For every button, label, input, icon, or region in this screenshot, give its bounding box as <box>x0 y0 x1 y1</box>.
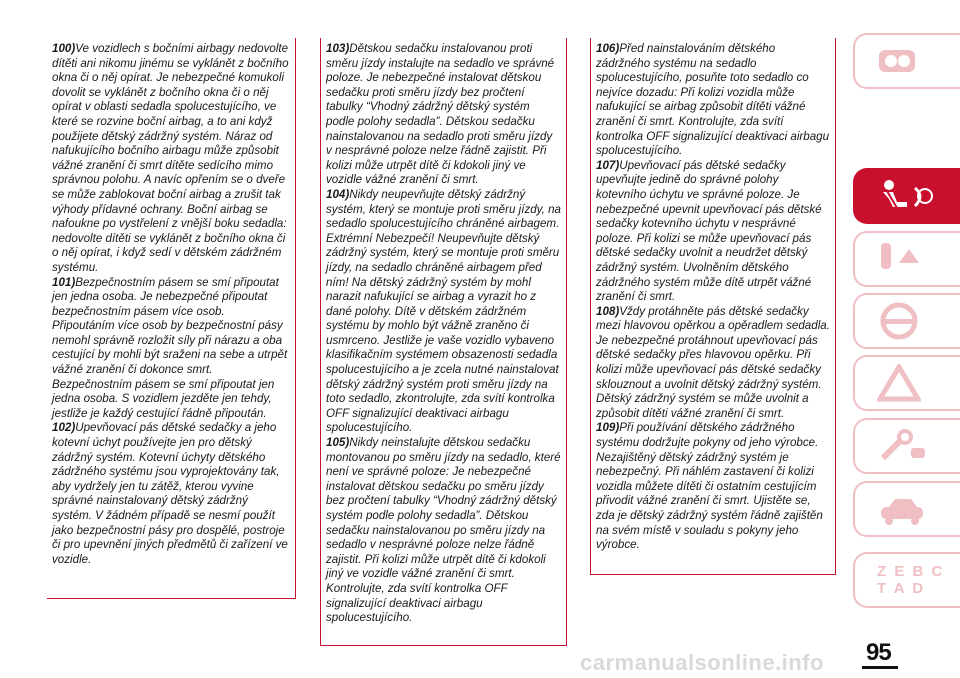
note-101: 101)Bezpečnostním pásem se smí připoutat jen jedna osoba. Je nebezpečné připoutat bezpečnostním pásem více osob. Připoutáním více osob by bezpečnostní pásy nemohl správně rozložit síly při nárazu a oba cestující by mohli být sraženi na sebe a utrpět vážné zranění či dokonce smrt. Bezpečnostním pásem se smí připoutat jen jedna osoba. S vozidlem jezděte jen tehdy, jestliže je každý cestující řádně připoután. <box>52 275 288 420</box>
note-100: 100)Ve vozidlech s bočními airbagy nedovolte dítěti ani nikomu jinému se vyklánět z bočního okna či o něj opírat. Je nebezpečné komukoli dovolit se vyklánět z bočního okna či o něj opírat v oblasti sedadla spolucestujícího, ve které se rozvine boční airbag, a to ani když použijete dětský zádržný systém. Náraz od nafukujícího bočního airbagu může způsobit vážné zranění či smrt dítěte sedícího mimo správnou polohu. A navíc opřením se o dveře se může zablokovat boční airbag a zrušit tak výhody přídavné ochrany. Boční airbag se nafoukne po vystřelení z vnější boku sedadla: nedovolte dítěti se vyklánět z bočního okna či o něj opírat, i když sedí v dětském zádržném systému. <box>52 42 289 274</box>
warning-column-1 <box>47 38 296 599</box>
tab-starting[interactable] <box>853 231 960 287</box>
note-106: 106)Před nainstalováním dětského zádržného systému na sedadlo spolucestujícího, posuňte toto sedadlo co nejvíce dozadu: Při kolizi vozidla může nafukující se airbag způsobit dítěti vážné zranění či smrt. Kontrolujte, zda svítí kontrolka OFF signalizující deaktivaci airbagu spolucestujícího. <box>596 42 830 158</box>
watermark: carmanualsonline.info <box>580 650 824 675</box>
specs-icon <box>877 491 927 527</box>
tab-emergency[interactable] <box>853 355 960 411</box>
seatbelt-airbag-icon <box>877 178 935 214</box>
note-105: 105)Nikdy neinstalujte dětskou sedačku montovanou po směru jízdy na sedadlo, které není ve správné poloze: Je nebezpečné instalovat dětskou sedačku po směru jízdy bez pročtení tabulky “Vhodný zádržný dětský systém podle polohy sedadla”. Dětskou sedačku nainstalovanou po směru jízdy na sedadlo v nesprávné poloze nelze řádně zajistit. Při kolizi může utrpět dítě či kdokoli jiný ve vozidle vážné zranění či smrt. Kontrolujte, zda svítí kontrolka OFF signalizující deaktivaci airbagu spolucestujícího. <box>326 436 561 625</box>
warning-column-2 <box>320 38 567 646</box>
note-107: 107)Upevňovací pás dětské sedačky upevňujte jedině do správné polohy kotevního úchytu ve správné poloze. Je nebezpečné upevnit upevňovací pás dětské sedačky kotevního úchytu v nesprávné poloze. Při kolizi se může upevňovací pás dětské sedačky uvolnit a neudržet dětský zádržný systém. Uvolněním dětského zádržného systém může dítě utrpět vážné zranění či smrt. <box>596 158 822 304</box>
tab-dashboard[interactable] <box>853 33 960 89</box>
page-number: 95 <box>866 639 891 666</box>
warning-triangle-icon <box>877 364 921 402</box>
index-letters: Z E B C T A D <box>877 563 945 597</box>
page-number-underline <box>862 666 898 669</box>
dashboard-icon <box>877 46 917 76</box>
tab-maintenance[interactable] <box>853 418 960 474</box>
tab-safety[interactable] <box>853 168 960 224</box>
note-103: 103)Dětskou sedačku instalovanou proti směru jízdy instalujte na sedadlo ve správné poloze. Je nebezpečné instalovat dětskou sedačku proti směru jízdy bez pročtení tabulky “Vhodný zádržný dětský systém podle polohy sedadla”. Dětskou sedačku nainstalovanou na sedadlo proti směru jízdy v nesprávné poloze nelze řádně zajistit. Při kolizi může utrpět dítě či kdokoli jiný ve vozidle vážné zranění či smrt. <box>326 42 555 187</box>
note-102: 102)Upevňovací pás dětské sedačky a jeho kotevní úchyt používejte jen pro dětský zádržný systém. Kotevní úchyty dětského zádržného systému jsou vyprojektovány tak, aby vydržely jen tu zátěž, kterou vyvine správné nainstalovaný dětský zádržný systém. V žádném případě se nesmí použít jako bezpečnostní pásy pro dospělé, postroje či pro upevnění jiných předmětů či zařízení ve vozidle. <box>52 421 288 566</box>
tab-specifications[interactable] <box>853 481 960 537</box>
warning-column-3 <box>590 38 836 575</box>
note-109: 109)Při používání dětského zádržného systému dodržujte pokyny od jeho výrobce. Nezajištěný dětský zádržný systém je nebezpečný. Při náhlém zastavení či kolizi vozidla můžete dítěti či ostatním cestujícím přivodit vážné zranění či smrt. Ujistěte se, zda je dětský zádržný systém řádně zajištěn na svém místě v souladu s pokyny jeho výrobce. <box>596 421 823 552</box>
note-104: 104)Nikdy neupevňujte dětský zádržný systém, který se montuje proti směru jízdy, na sedadlo spolucestujícího chráněné airbagem. Extrémní Nebezpečí! Neupevňujte dětský zádržný systém, který se montuje proti směru jízdy, na sedadlo chráněné airbagem před ním! Na dětský zádržný systém by mohl narazit nafukující se airbag a vyrazit ho z dané polohy. Dítě v dětském zádržném systému by mohlo být vážně zraněno či usmrceno. Jestliže je vaše vozidlo vybaveno klasifikačním systémem obsazenosti sedadla spolucestujícího a je zcela nutné nainstalovat dětský zádržný systém proti směru jízdy na toto sedadlo, zkontrolujte, zda svítí kontrolka OFF signalizující deaktivaci airbagu spolucestujícího. <box>326 187 561 435</box>
wrench-car-icon <box>877 428 927 464</box>
tab-index[interactable] <box>853 552 960 608</box>
steering-wheel-icon <box>877 302 921 340</box>
note-108: 108)Vždy protáhněte pás dětské sedačky mezi hlavovou opěrkou a opěradlem sedadla. Je nebezpečné protáhnout upevňovací pás dětské sedačky přes hlavovou opěrku. Při kolizi může upevňovací pás dětské sedačky sklouznout a uvolnit dětský zádržný systém. Dětský zádržný systém se může uvolnit a způsobit dítěti vážné zranění či smrt. <box>596 304 830 420</box>
tab-driving[interactable] <box>853 293 960 349</box>
key-start-icon <box>877 241 927 277</box>
